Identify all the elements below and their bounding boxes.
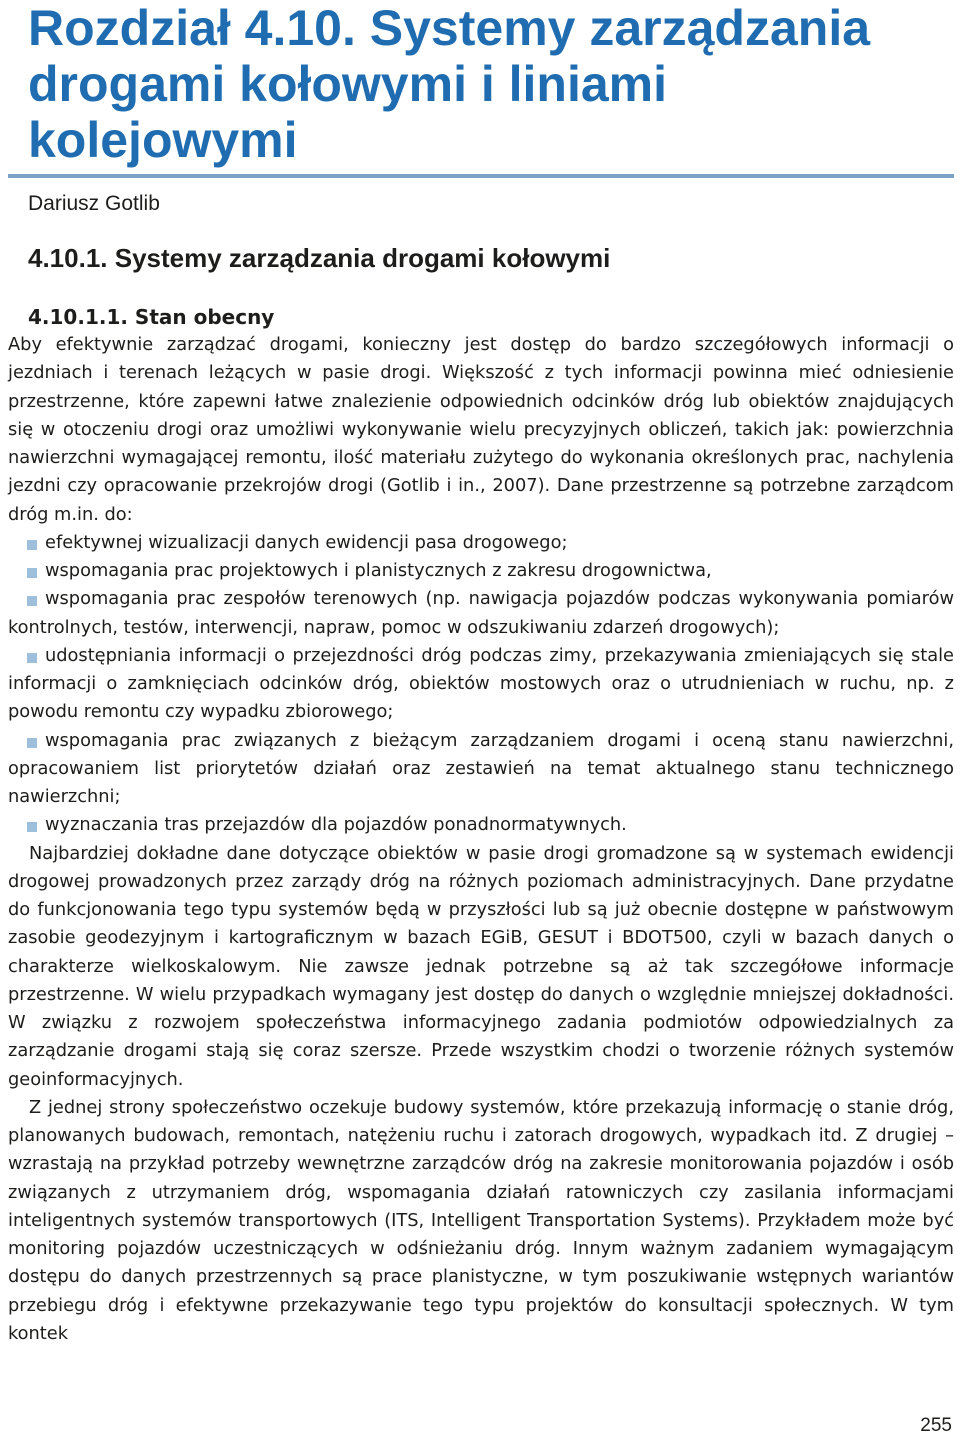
bullet-list xyxy=(8,529,954,840)
section-heading: 4.10.1. Systemy zarządzania drogami kołowymi xyxy=(28,243,611,273)
list-item xyxy=(8,811,954,839)
paragraph-intro: Aby efektywnie zarządzać drogami, konieczny jest dostęp do bardzo szczegółowych informacji o jezdniach i terenach leżących w pasie drogi. Większość z tych informacji powinna mieć odniesienie przestrzenne, które zapewni łatwe znalezienie odpowiednich odcinków dróg lub obiektów znajdujących się w otoczeniu drogi oraz umożliwi wykonywanie wielu precyzyjnych obliczeń, takich jak: powierzchnia nawierzchni wymagającej remontu, ilość materiału zużytego do wykonania określonych prac, nachylenia jezdni czy opracowanie przekrojów drogi (Gotlib i in., 2007). Dane przestrzenne są potrzebne zarządcom dróg m.in. do: xyxy=(8,334,954,525)
list-item-text: udostępniania informacji o przejezdności dróg podczas zimy, przekazywania zmieniających się stale informacji o zamknięciach odcinków dróg, obiektów mostowych oraz o utrudnieniach w ruchu, np. z powodu remontu czy wypadku zbiorowego; xyxy=(8,644,954,723)
list-item xyxy=(8,529,954,557)
body-text xyxy=(8,331,954,1348)
list-item xyxy=(8,557,954,585)
square-bullet-icon xyxy=(27,596,37,606)
title-divider xyxy=(8,174,954,178)
list-item-text: efektywnej wizualizacji danych ewidencji pasa drogowego; xyxy=(45,531,568,553)
list-item-text: wyznaczania tras przejazdów dla pojazdów ponadnormatywnych. xyxy=(45,814,627,836)
square-bullet-icon xyxy=(27,568,37,578)
subsection-heading: 4.10.1.1. Stan obecny xyxy=(28,305,275,329)
square-bullet-icon xyxy=(27,653,37,663)
chapter-title: Rozdział 4.10. Systemy zarządzania drogami kołowymi i liniami kolejowymi xyxy=(28,0,871,168)
list-item-text: wspomagania prac związanych z bieżącym zarządzaniem drogami i oceną stanu nawierzchni, opracowaniem list priorytetów działań oraz zestawień na temat aktualnego stanu technicznego nawierzchni; xyxy=(8,729,954,807)
page-number: 255 xyxy=(920,1415,952,1436)
paragraph-3: Z jednej strony społeczeństwo oczekuje budowy systemów, które przekazują informację o stanie dróg, planowanych budowach, remontach, natężeniu ruchu i zatorach drogowych, wypadkach itd. Z drugiej – wzrastają na przykład potrzeby wewnętrzne zarządców dróg na zakresie monitorowania pojazdów i osób związanych z utrzymaniem dróg, wspomagania działań ratowniczych czy zasilania informacjami inteligentnych systemów transportowych (ITS, Intelligent Transportation Systems). Przykładem może być monitoring pojazdów uczestniczących w odśnieżaniu dróg. Innym ważnym zadaniem wymagającym dostępu do danych przestrzennych są prace planistyczne, w tym poszukiwanie wstępnych wariantów przebiegu dróg i efektywne przekazywanie tego typu projektów do konsultacji społecznych. W tym kontek xyxy=(8,1096,954,1344)
list-item xyxy=(8,727,954,812)
square-bullet-icon xyxy=(27,738,37,748)
list-item xyxy=(8,642,954,727)
list-item xyxy=(8,585,954,642)
list-item-text: wspomagania prac zespołów terenowych (np. nawigacja pojazdów podczas wykonywania pomiarów kontrolnych, testów, interwencji, napraw, pomoc w odszukiwaniu zdarzeń drogowych); xyxy=(8,588,954,638)
square-bullet-icon xyxy=(27,822,37,832)
paragraph-2: Najbardziej dokładne dane dotyczące obiektów w pasie drogi gromadzone są w systemach ewidencji drogowej prowadzonych przez zarządy dróg na różnych poziomach administracyjnych. Dane przydatne do funkcjonowania tego typu systemów będą w przyszłości lub są już obecnie dostępne w państwowym zasobie geodezyjnym i kartograficznym w bazach EGiB, GESUT i BDOT500, czyli w bazach danych o charakterze wielkoskalowym. Nie zawsze jednak potrzebne są aż tak szczegółowe informacje przestrzenne. W wielu przypadkach wymagany jest dostęp do danych o względnie mniejszej dokładności. W związku z rozwojem społeczeństwa informacyjnego zadania podmiotów odpowiedzialnych za zarządzanie drogami stają się coraz szersze. Przede wszystkim chodzi o tworzenie różnych systemów geoinformacyjnych. xyxy=(8,842,954,1090)
author-name: Dariusz Gotlib xyxy=(28,192,160,215)
square-bullet-icon xyxy=(27,540,37,550)
list-item-text: wspomagania prac projektowych i planistycznych z zakresu drogownictwa, xyxy=(45,560,712,581)
